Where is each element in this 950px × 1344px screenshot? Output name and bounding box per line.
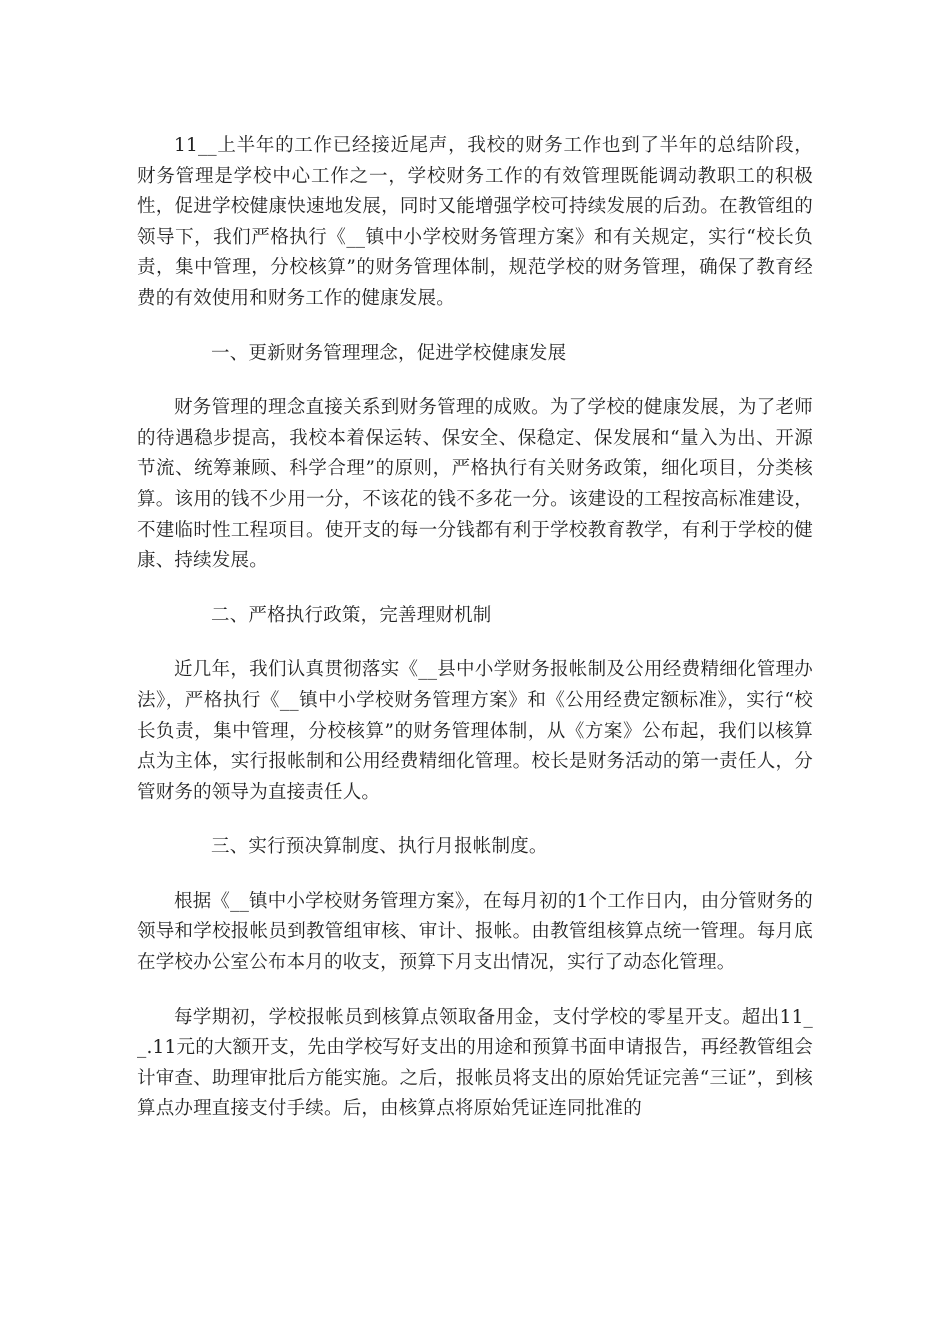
document-body xyxy=(137,131,813,1149)
paragraph-intro: 11__上半年的工作已经接近尾声，我校的财务工作也到了半年的总结阶段，财务管理是学校中心工作之一，学校财务工作的有效管理既能调动教职工的积极性，促进学校健康快速地发展，同时又能增强学校可持续发展的后劲。在教管组的领导下，我们严格执行《__镇中小学校财务管理方案》和有关规定，实行“校长负责，集中管理，分校核算”的财务管理体制，规范学校的财务管理，确保了教育经费的有效使用和财务工作的健康发展。 xyxy=(137,135,813,309)
paragraph-section-2: 近几年，我们认真贯彻落实《__县中小学财务报帐制及公用经费精细化管理办法》，严格执行《__镇中小学校财务管理方案》和《公用经费定额标准》，实行“校长负责，集中管理，分校核算”的财务管理体制，从《方案》公布起，我们以核算点为主体，实行报帐制和公用经费精细化管理。校长是财务活动的第一责任人，分管财务的领导为直接责任人。 xyxy=(137,659,813,803)
paragraph-section-3-b: 每学期初，学校报帐员到核算点领取备用金，支付学校的零星开支。超出11__.11元的大额开支，先由学校写好支出的用途和预算书面申请报告，再经教管组会计审查、助理审批后方能实施。之后，报帐员将支出的原始凭证完善“三证”，到核算点办理直接支付手续。后，由核算点将原始凭证连同批准的 xyxy=(137,1006,813,1120)
paragraph-section-3-a: 根据《__镇中小学校财务管理方案》，在每月初的1个工作日内，由分管财务的领导和学校报帐员到教管组审核、审计、报帐。由教管组核算点统一管理。每月底在学校办公室公布本月的收支，预算下月支出情况，实行了动态化管理。 xyxy=(137,890,813,974)
paragraph-section-1: 财务管理的理念直接关系到财务管理的成败。为了学校的健康发展，为了老师的待遇稳步提高，我校本着保运转、保安全、保稳定、保发展和“量入为出、开源节流、统筹兼顾、科学合理”的原则，严格执行有关财务政策，细化项目，分类核算。该用的钱不少用一分，不该花的钱不多花一分。该建设的工程按高标准建设，不建临时性工程项目。使开支的每一分钱都有利于学校教育教学，有利于学校的健康、持续发展。 xyxy=(137,397,813,572)
section-heading-2: 二、严格执行政策，完善理财机制 xyxy=(211,604,492,626)
section-heading-3: 三、实行预决算制度、执行月报帐制度。 xyxy=(211,836,548,858)
section-heading-1: 一、更新财务管理理念，促进学校健康发展 xyxy=(211,342,567,364)
